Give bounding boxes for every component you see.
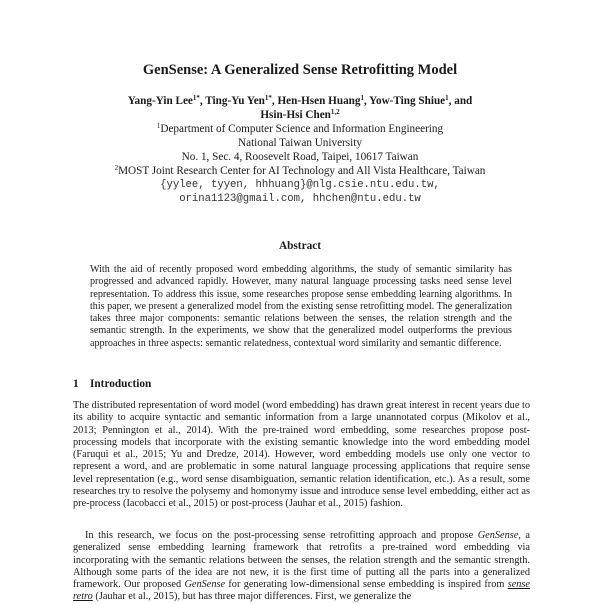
author-affiliation-mark: 1* [264,94,272,102]
author-list: Yang-Yin Lee$^{1*}$, Ting-Yu Yen$^{1*}$, Hen-Hsen Huang$^1$, Yow-Ting Shiue$^1$, and Hsin-Hsi Chen$^{1,2}$ [127,94,473,121]
affiliation-1-line-1: $^1$Department of Computer Science and Information Engineering [156,122,444,135]
sense-retro-term: sense retro [73,579,530,603]
gensense-term: GenSense [184,579,226,591]
section-heading-introduction [73,378,151,390]
email-line-2: orina1123@gmail.com, hhchen@ntu.edu.tw [179,192,421,205]
section-number: 1 [73,378,79,390]
author-name: Hsin-Hsi Chen [260,108,331,121]
affiliation-1-line-3: No. 1, Sec. 4, Roosevelt Road, Taipei, 10617 Taiwan [181,150,419,163]
affiliation-mark: 1 [156,122,161,130]
author-name: Hen-Hsen Huang [277,95,361,107]
intro-paragraph-2: In this research, we focus on the post-processing sense retrofitting approach and propose GenSense, a generalized sense embedding learning framework that retrofits a pre-trained word embedding via incorporating with the semantic relations between the senses, the relation strength and the semantic strength. Although some parts of the idea are not new, it is the first time of putting all the parts into a generalized framework. Our proposed GenSense for generating low-dimensional sense embedding is inspired from sense retro (Jauhar et al., 2015), but has three major differences. First, we generalize the [73,530,531,603]
author-name: Yang-Yin Lee [127,95,193,107]
gensense-term: GenSense [477,530,519,541]
affiliation-block [60,123,540,206]
author-affiliation-mark: 1* [192,94,200,102]
abstract-text: With the aid of recently proposed word embedding algorithms, the study of semantic similarity has progressed and advanced rapidly. However, many natural language processing tasks need sense level representation. To address this issue, some researches propose sense embedding learning algorithms. In this paper, we present a generalized model from the existing sense retrofitting model. The generalization takes three major components: semantic relations between the senses, the relation strength and the semantic strength. In the experiments, we show that the generalized model outperforms the previous approaches in three aspects: semantic relatedness, contextual word similarity and semantic difference. [90,264,512,349]
intro-paragraph-1: The distributed representation of word model (word embedding) has drawn great interest in recent years due to its ability to acquire syntactic and semantic information from a large unannotated corpus (Mikolov et al., 2013; Pennington et al., 2014). With the pre-trained word embedding, some researches propose post-processing models that incorporate with the existing semantic knowledge into the word embedding model (Faruqui et al., 2015; Yu and Dredze, 2014). However, word embedding models use only one vector to represent a word, and are problematic in some natural language processing applications that require sense level representation (e.g., word sense disambiguation, semantic relation identification, etc.). As a result, some researches try to resolve the polysemy and homonymy issue and introduce sense level embedding, either act as pre-process (Iacobacci et al., 2015) or post-process (Jauhar et al., 2015) fashion. [73,400,530,510]
email-line-1: {yylee, tyyen, hhhuang}@nlg.csie.ntu.edu.tw, [160,178,440,191]
affiliation-mark: 2 [114,163,119,172]
author-affiliation-mark: 1 [445,94,449,102]
affiliation-2-line-1: $^2$MOST Joint Research Center for AI Technology and All Vista Healthcare, Taiwan [114,163,486,177]
affiliation-1-line-2: National Taiwan University [238,136,362,149]
paper-title: GenSense: A Generalized Sense Retrofitting Model [142,62,458,78]
section-title: Introduction [90,378,152,390]
author-affiliation-mark: 1 [360,94,364,102]
author-name: Ting-Yu Yen [205,95,265,107]
abstract-heading: Abstract [278,240,322,252]
author-name: Yow-Ting Shiue [369,95,446,107]
author-conjunction: and [454,95,473,107]
author-affiliation-mark: 1,2 [330,107,340,116]
